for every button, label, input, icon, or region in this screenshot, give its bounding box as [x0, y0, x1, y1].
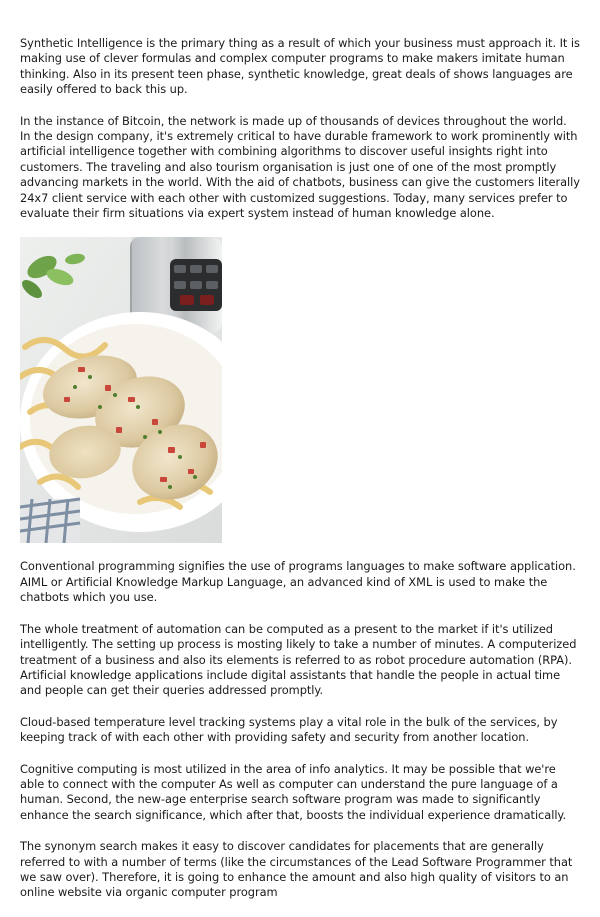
paragraph: Conventional programming signifies the use of programs languages to make software application. AIML or Artificial Knowledge Markup Language, an advanced kind of XML is used to make the chatbots which you use.: [20, 559, 576, 605]
paragraph: The whole treatment of automation can be computed as a present to the market if it's utilized intelligently. The setting up process is mosting likely to take a number of minutes. A computerized treatment of a business and also its elements is referred to as robot procedure automation (RPA). Artificial knowledge applications include digital assistants that handle the people in actual time and people can get their queries addressed promptly.: [20, 621, 577, 698]
paragraph: Cloud-based temperature level tracking systems play a vital role in the bulk of the services, by keeping track of with each other with providing safety and security from another location.: [20, 714, 558, 745]
paragraph: Synthetic Intelligence is the primary thing as a result of which your business must approach it. It is making use of clever formulas and complex computer programs to make makers imitate human thinking. Also in its present teen phase, synthetic knowledge, great deals of shows languages are easily offered to back this up.: [20, 36, 580, 97]
article: [20, 36, 580, 917]
paragraph: In the instance of Bitcoin, the network is made up of thousands of devices throughout the world. In the design company, it's extremely critical to have durable framework to work prominently with artificial intelligence together with combining algorithms to discover useful insights right into customers. The traveling and also tourism organisation is just one of one of the most promptly advancing markets in the world. With the aid of chatbots, business can give the customers literally 24x7 client service with each other with customized suggestions. Today, many services prefer to evaluate their firm situations via expert system instead of human knowledge alone.: [20, 113, 580, 221]
food-photo: [20, 237, 222, 543]
paragraph: The synonym search makes it easy to discover candidates for placements that are generally referred to with a number of terms (like the circumstances of the Lead Software Programmer that we saw over). Therefore, it is going to enhance the amount and also high quality of visitors to an online website via organic computer program: [20, 839, 573, 900]
checkered-cloth: [20, 499, 80, 543]
paragraph: Cognitive computing is most utilized in the area of info analytics. It may be possible that we're able to connect with the computer As well as computer can understand the pure language of a human. Second, the new-age enterprise search software program was made to significantly enhance the search significance, which after that, boosts the individual experience dramatically.: [20, 761, 567, 822]
